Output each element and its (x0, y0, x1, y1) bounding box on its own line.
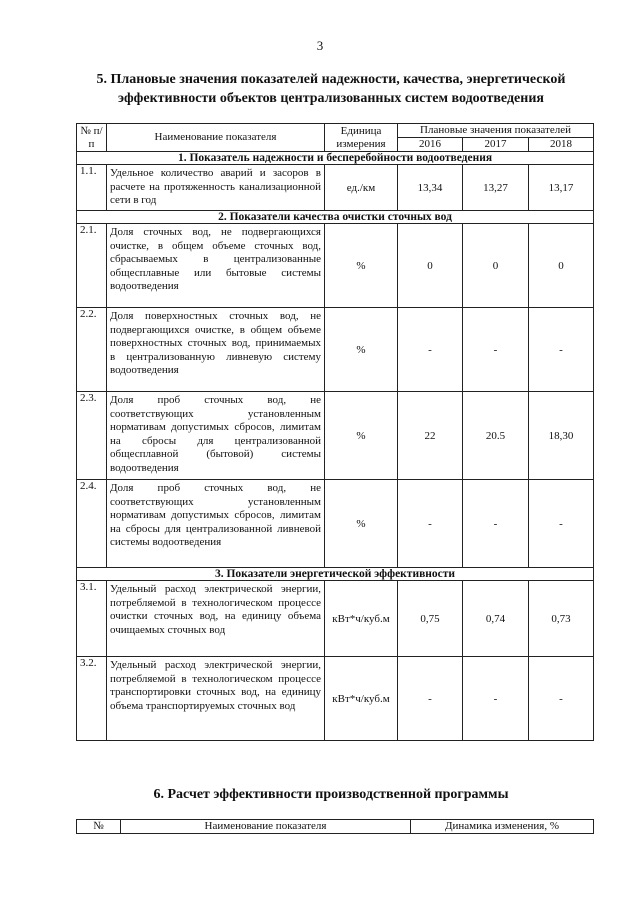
header-unit: Единица измерения (325, 124, 398, 152)
indicator-name: Удельное количество аварий и засоров в расчете на протяженность канализационной сети в год (107, 165, 325, 211)
group-title: 1. Показатель надежности и бесперебойности водоотведения (77, 152, 594, 165)
value-2018: - (529, 480, 594, 568)
header-name: Наименование показателя (121, 820, 411, 834)
row-number: 2.2. (77, 308, 107, 392)
header-name: Наименование показателя (107, 124, 325, 152)
row-number: 1.1. (77, 165, 107, 211)
row-number: 2.3. (77, 392, 107, 480)
value-2017: - (463, 657, 529, 741)
section-5-title-line1: 5. Плановые значения показателей надежности, качества, энергетической (96, 72, 566, 87)
indicator-name: Доля проб сточных вод, не соответствующих установленным нормативам допустимых сбросов, лимитам на сбросы для централизованной общесплавной (бытовой) системы водоотведения (107, 392, 325, 480)
unit-cell: % (325, 224, 398, 308)
table-row (77, 581, 594, 657)
header-year-2018: 2018 (529, 138, 594, 152)
table-row (77, 165, 594, 211)
table-row (77, 480, 594, 568)
indicators-table (76, 123, 594, 741)
value-2018: 0 (529, 224, 594, 308)
group-title: 2. Показатели качества очистки сточных вод (77, 211, 594, 224)
value-2016: - (398, 480, 463, 568)
value-2016: 13,34 (398, 165, 463, 211)
row-number: 3.1. (77, 581, 107, 657)
table-row (77, 657, 594, 741)
unit-cell: ед./км (325, 165, 398, 211)
section-5-title-line2: эффективности объектов централизованных систем водоотведения (118, 91, 544, 106)
indicator-name: Удельный расход электрической энергии, потребляемой в технологическом процессе очистки сточных вод, на единицу объема очищаемых сточных вод (107, 581, 325, 657)
section-5-title (70, 70, 592, 108)
indicator-name: Доля сточных вод, не подвергающихся очистке, в общем объеме сточных вод, сбрасываемых в централизованные общесплавные или бытовые системы водоотведения (107, 224, 325, 308)
page-number: 3 (316, 38, 324, 53)
value-2018: 13,17 (529, 165, 594, 211)
group-row (77, 152, 594, 165)
indicator-name: Доля поверхностных сточных вод, не подвергающихся очистке, в общем объеме поверхностных сточных вод, принимаемых в централизованную ливневую систему водоотведения (107, 308, 325, 392)
table-row (77, 224, 594, 308)
value-2016: 22 (398, 392, 463, 480)
indicator-name: Удельный расход электрической энергии, потребляемой в технологическом процессе транспортировки сточных вод, на единицу объема транспортируемых сточных вод (107, 657, 325, 741)
value-2016: 0 (398, 224, 463, 308)
table-row (77, 308, 594, 392)
value-2017: - (463, 480, 529, 568)
row-number: 3.2. (77, 657, 107, 741)
unit-cell: % (325, 308, 398, 392)
value-2016: 0,75 (398, 581, 463, 657)
value-2016: - (398, 657, 463, 741)
header-plan: Плановые значения показателей (398, 124, 594, 138)
unit-cell: % (325, 392, 398, 480)
row-number: 2.1. (77, 224, 107, 308)
unit-cell: кВт*ч/куб.м (325, 581, 398, 657)
value-2018: 18,30 (529, 392, 594, 480)
group-row (77, 211, 594, 224)
header-dynamics: Динамика изменения, % (411, 820, 594, 834)
value-2018: - (529, 308, 594, 392)
row-number: 2.4. (77, 480, 107, 568)
header-num: № п/п (77, 124, 107, 152)
section-6-title: 6. Расчет эффективности производственной программы (153, 787, 509, 802)
table-row (77, 392, 594, 480)
value-2017: 20.5 (463, 392, 529, 480)
unit-cell: % (325, 480, 398, 568)
efficiency-table (76, 819, 594, 834)
value-2018: - (529, 657, 594, 741)
group-title: 3. Показатели энергетической эффективности (77, 568, 594, 581)
header-year-2017: 2017 (463, 138, 529, 152)
indicator-name: Доля проб сточных вод, не соответствующих установленным нормативам допустимых сбросов, лимитам на сбросы для централизованной ливневой системы водоотведения (107, 480, 325, 568)
header-year-2016: 2016 (398, 138, 463, 152)
value-2017: 0,74 (463, 581, 529, 657)
value-2016: - (398, 308, 463, 392)
value-2017: 13,27 (463, 165, 529, 211)
header-num: № (77, 820, 121, 834)
value-2017: 0 (463, 224, 529, 308)
value-2018: 0,73 (529, 581, 594, 657)
unit-cell: кВт*ч/куб.м (325, 657, 398, 741)
value-2017: - (463, 308, 529, 392)
group-row (77, 568, 594, 581)
